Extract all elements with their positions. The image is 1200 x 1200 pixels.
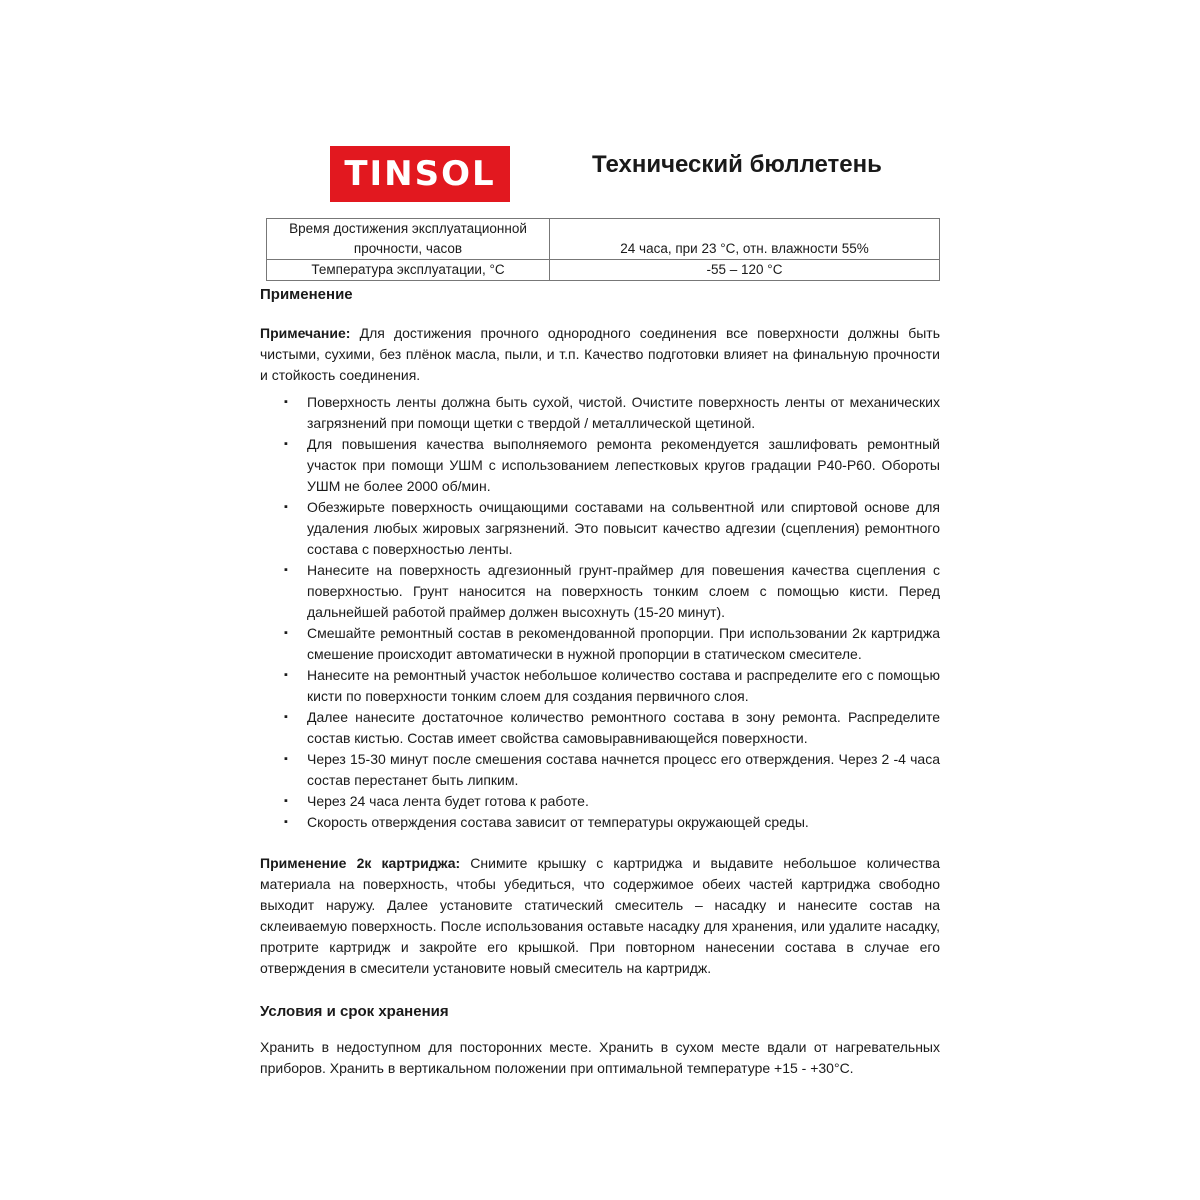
bullet-icon: ▪ (284, 627, 288, 639)
list-item (260, 392, 940, 434)
spacer (260, 833, 940, 853)
step-text: Далее нанесите достаточное количество ремонтного состава в зону ремонта. Распределите состав кистью. Состав имеет свойства самовыравнивающейся поверхности. (307, 709, 940, 746)
property-name: Время достижения эксплуатационной прочности, часов (267, 219, 550, 260)
document-body (260, 284, 940, 1079)
property-name: Температура эксплуатации, °С (267, 260, 550, 281)
step-text: Нанесите на ремонтный участок небольшое количество состава и распределите его с помощью кисти по поверхности тонким слоем для создания первичного слоя. (307, 667, 940, 704)
bullet-icon: ▪ (284, 669, 288, 681)
list-item (260, 791, 940, 812)
property-value: 24 часа, при 23 °С, отн. влажности 55% (550, 219, 940, 260)
section-heading-storage: Условия и срок хранения (260, 1003, 449, 1020)
property-value: -55 – 120 °С (550, 260, 940, 281)
step-text: Поверхность ленты должна быть сухой, чистой. Очистите поверхность ленты от механических загрязнений при помощи щетки с твердой / металлической щетиной. (307, 394, 940, 431)
logo-text: TINSOL (344, 154, 496, 194)
bullet-icon: ▪ (284, 396, 288, 408)
cartridge-text: Снимите крышку с картриджа и выдавите небольшое количества материала на поверхность, чтобы убедиться, что содержимое обеих частей картриджа свободно выходит наружу. Далее установите статический смеситель – насадку и нанесите состав на склеиваемую поверхность. После использования оставьте насадку для хранения, или удалите насадку, протрите картридж и закройте его крышкой. При повторном нанесении состава в случае его отверждения в смесители установите новый смеситель на картридж. (260, 855, 941, 976)
step-text: Через 15-30 минут после смешения состава начнется процесс его отверждения. Через 2 -4 часа состав перестанет быть липким. (307, 751, 940, 788)
document-title: Технический бюллетень (592, 151, 882, 178)
properties-table (266, 218, 940, 281)
bullet-icon: ▪ (284, 795, 288, 807)
cartridge-paragraph (260, 853, 940, 979)
list-item (260, 749, 940, 791)
application-steps-list (260, 392, 940, 833)
bullet-icon: ▪ (284, 438, 288, 450)
note-text: Для достижения прочного однородного соединения все поверхности должны быть чистыми, сухими, без плёнок масла, пыли, и т.п. Качество подготовки влияет на финальную прочности и стойкость соединения. (260, 325, 940, 383)
list-item (260, 707, 940, 749)
step-text: Нанесите на поверхность адгезионный грунт-праймер для повешения качества сцепления с поверхностью. Грунт наносится на поверхность тонким слоем с помощью кисти. Перед дальнейшей работой праймер должен высохнуть (15-20 минут). (307, 562, 940, 620)
table-row (267, 219, 940, 260)
list-item (260, 560, 940, 623)
bullet-icon: ▪ (284, 711, 288, 723)
step-text: Обезжирьте поверхность очищающими составами на сольвентной или спиртовой основе для удаления любых жировых загрязнений. Это повысит качество адгезии (сцепления) ремонтного состава с поверхностью ленты. (307, 499, 940, 557)
bullet-icon: ▪ (284, 564, 288, 576)
storage-paragraph: Хранить в недоступном для посторонних месте. Хранить в сухом месте вдали от нагревательных приборов. Хранить в вертикальном положении при оптимальной температуре +15 - +30°С. (260, 1039, 940, 1076)
list-item (260, 434, 940, 497)
spacer (260, 1023, 940, 1037)
step-text: Для повышения качества выполняемого ремонта рекомендуется зашлифовать ремонтный участок при помощи УШМ с использованием лепестковых кругов градации Р40-Р60. Обороты УШМ не более 2000 об/мин. (307, 436, 940, 494)
tinsol-logo (330, 146, 510, 202)
bullet-icon: ▪ (284, 753, 288, 765)
step-text: Смешайте ремонтный состав в рекомендованной пропорции. При использовании 2к картриджа смешение происходит автоматически в нужной пропорции в статическом смесителе. (307, 625, 940, 662)
step-text: Скорость отверждения состава зависит от температуры окружающей среды. (307, 814, 809, 830)
table-row (267, 260, 940, 281)
bullet-icon: ▪ (284, 816, 288, 828)
list-item (260, 812, 940, 833)
note-label: Примечание: (260, 325, 351, 341)
list-item (260, 497, 940, 560)
spacer (260, 979, 940, 1001)
note-paragraph (260, 323, 940, 386)
list-item (260, 665, 940, 707)
section-heading-application: Применение (260, 286, 353, 303)
list-item (260, 623, 940, 665)
step-text: Через 24 часа лента будет готова к работе. (307, 793, 589, 809)
bullet-icon: ▪ (284, 501, 288, 513)
cartridge-label: Применение 2к картриджа: (260, 855, 461, 871)
